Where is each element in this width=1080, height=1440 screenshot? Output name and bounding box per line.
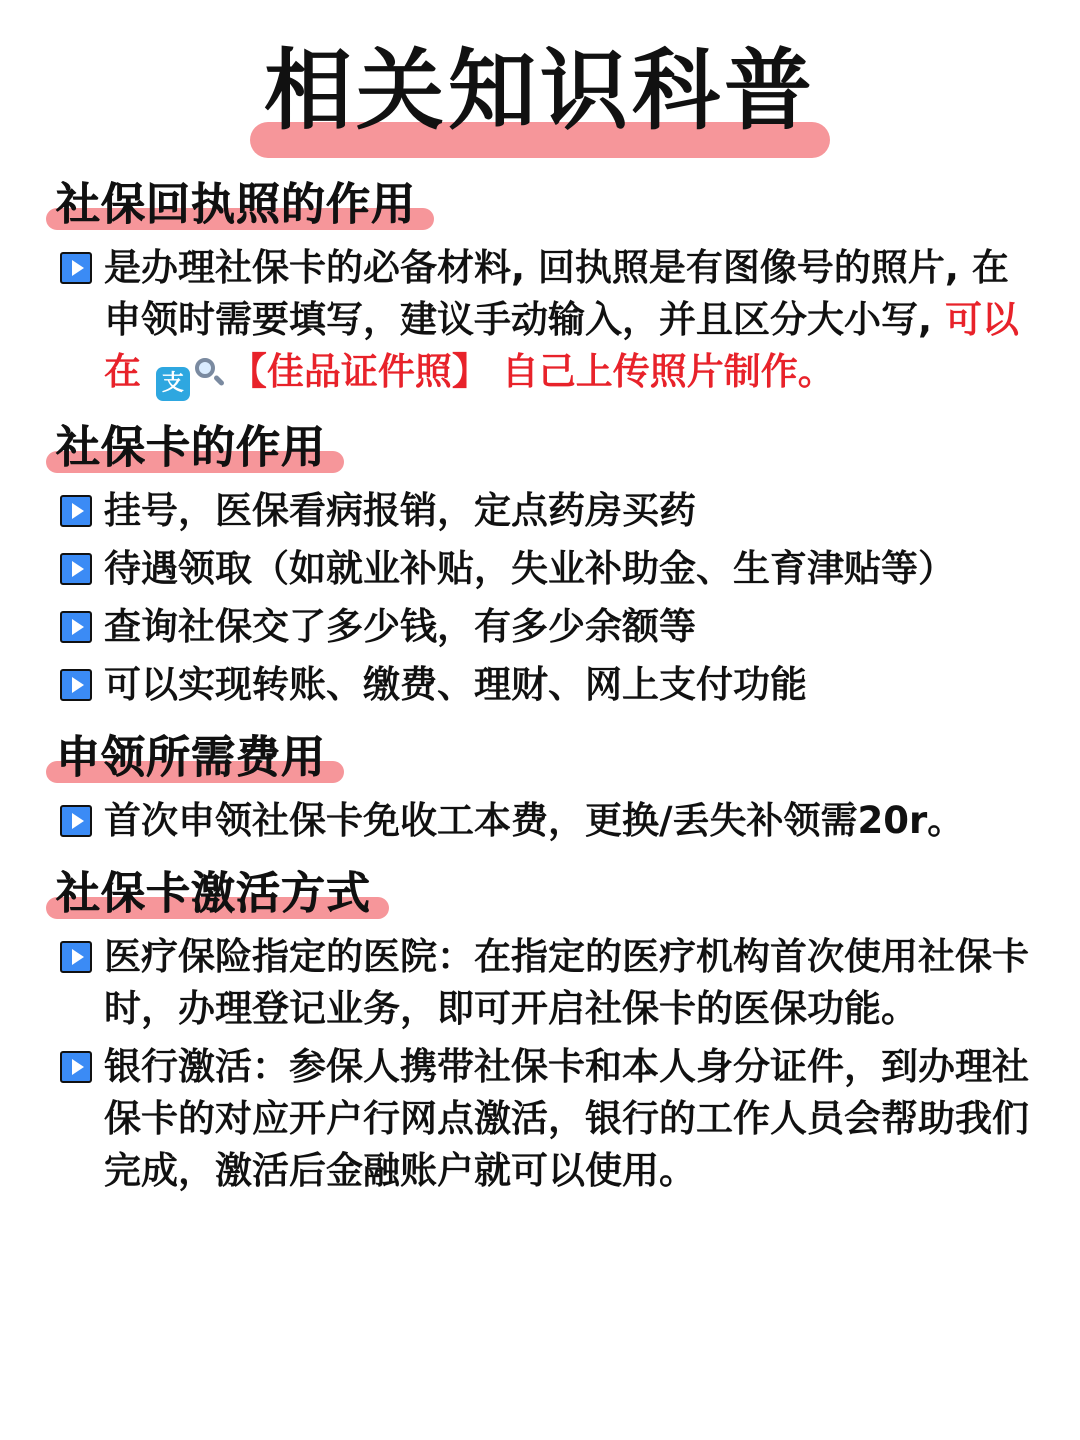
sections-container <box>38 176 1042 1197</box>
section-heading-text: 社保回执照的作用 <box>56 179 416 230</box>
list-item-text <box>104 601 696 653</box>
text-run: 医疗保险指定的医院：在指定的医疗机构首次使用社保卡时，办理登记业务，即可开启社保卡的医保功能。 <box>104 935 1029 1030</box>
list-item <box>38 1041 1042 1197</box>
text-run: 是办理社保卡的必备材料, 回执照是有图像号的照片, 在申领时需要填写，建议手动输入，并且区分大小写, <box>104 246 1009 341</box>
section <box>38 729 1042 847</box>
list-item <box>38 485 1042 537</box>
list-item-text <box>104 931 1042 1035</box>
search-icon <box>192 356 226 390</box>
text-run: 查询社保交了多少钱，有多少余额等 <box>104 605 696 648</box>
text-run: 首次申领社保卡免收工本费，更换/丢失补领需20r。 <box>104 799 965 842</box>
highlight-text-run: 可以在 <box>104 298 1019 393</box>
play-arrow-bullet-icon <box>60 941 92 973</box>
play-arrow-bullet-icon <box>60 495 92 527</box>
list-item <box>38 242 1042 401</box>
bullet-list <box>38 242 1042 401</box>
list-item-text <box>104 242 1042 401</box>
text-run: 挂号，医保看病报销，定点药房买药 <box>104 489 696 532</box>
bullet-list <box>38 795 1042 847</box>
list-item <box>38 659 1042 711</box>
list-item <box>38 931 1042 1035</box>
section-heading <box>56 176 416 234</box>
play-arrow-bullet-icon <box>60 669 92 701</box>
search-icon-lens <box>195 358 215 378</box>
text-run: 待遇领取（如就业补贴，失业补助金、生育津贴等） <box>104 547 955 590</box>
play-arrow-bullet-icon <box>60 252 92 284</box>
play-arrow-bullet-icon <box>60 553 92 585</box>
page-title-text: 相关知识科普 <box>263 39 816 142</box>
section-heading-text: 社保卡激活方式 <box>56 868 371 919</box>
play-arrow-bullet-icon <box>60 611 92 643</box>
search-icon-handle <box>213 374 225 386</box>
alipay-icon: 支 <box>156 367 190 401</box>
text-run: 可以实现转账、缴费、理财、网上支付功能 <box>104 663 807 706</box>
list-item-text <box>104 1041 1042 1197</box>
play-arrow-bullet-icon <box>60 1051 92 1083</box>
highlight-text-run: 【佳品证件照】 自己上传照片制作。 <box>229 350 835 393</box>
bullet-list <box>38 931 1042 1197</box>
list-item-text <box>104 543 955 595</box>
list-item-text <box>104 485 696 537</box>
list-item-text <box>104 659 807 711</box>
section <box>38 865 1042 1197</box>
list-item <box>38 543 1042 595</box>
list-item <box>38 795 1042 847</box>
section <box>38 176 1042 401</box>
section-heading <box>56 729 326 787</box>
page-title <box>38 36 1042 166</box>
section <box>38 419 1042 711</box>
list-item-text <box>104 795 964 847</box>
section-heading <box>56 865 371 923</box>
text-run: 银行激活：参保人携带社保卡和本人身分证件，到办理社保卡的对应开户行网点激活，银行的工作人员会帮助我们完成，激活后金融账户就可以使用。 <box>104 1045 1029 1192</box>
section-heading-text: 社保卡的作用 <box>56 422 326 473</box>
section-heading-text: 申领所需费用 <box>56 732 326 783</box>
play-arrow-bullet-icon <box>60 805 92 837</box>
list-item <box>38 601 1042 653</box>
bullet-list <box>38 485 1042 711</box>
section-heading <box>56 419 326 477</box>
